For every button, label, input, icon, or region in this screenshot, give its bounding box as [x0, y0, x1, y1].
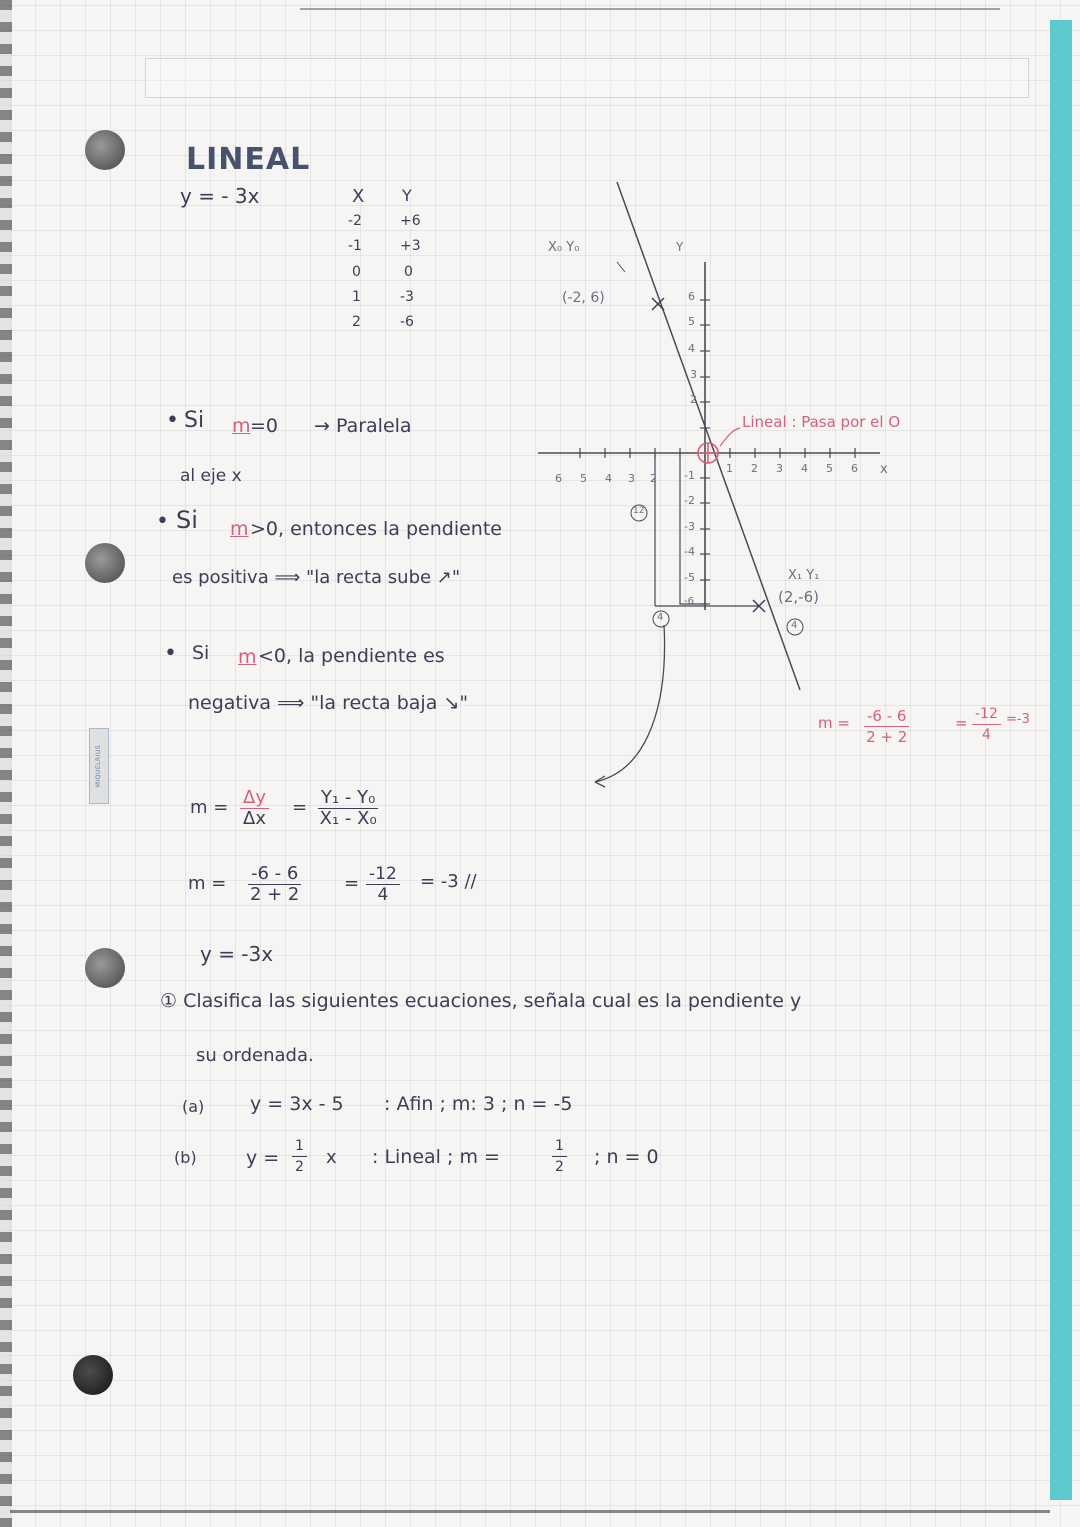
calc-den-1: 2 + 2 [249, 884, 300, 905]
formula-delta-num: Δy [240, 788, 269, 809]
x-tick-label: 4 [605, 472, 612, 485]
bullet: • [156, 509, 169, 534]
formula-points-den: X₁ - X₀ [319, 808, 377, 829]
main-equation: y = - 3x [180, 184, 260, 208]
bullet: • [166, 408, 179, 433]
point-1-coords: (2,-6) [778, 588, 819, 606]
table-x-cell: -2 [348, 213, 362, 229]
bullet: • [164, 641, 177, 666]
x-tick-label: 2 [751, 462, 758, 475]
y-axis-label: Y [676, 240, 684, 254]
rule-neg-line2: negativa ⟹ "la recta baja ↘" [188, 692, 469, 714]
circle-12-label: 12 [633, 506, 645, 516]
origin-note: Lineal : Pasa por el O [742, 413, 901, 431]
side-calc-result: =-3 [1006, 712, 1030, 727]
exercise-b-den: 2 [295, 1159, 304, 1175]
rule-pos-m: m [230, 518, 249, 540]
x-tick-label: 2 [650, 472, 657, 485]
rule-neg-m: m [238, 646, 257, 668]
circle-4a-label: 4 [657, 612, 664, 623]
calc-num-1: -6 - 6 [248, 864, 301, 885]
x-tick-label: 5 [826, 462, 833, 475]
y-tick-label: -3 [684, 520, 695, 533]
table-x-cell: -1 [348, 238, 362, 254]
side-calc-num-2: -12 [972, 704, 1001, 725]
page-title: LINEAL [186, 142, 311, 177]
x-tick-label: 3 [776, 462, 783, 475]
side-calc-equals: = [955, 714, 968, 732]
rule-neg-text: <0, la pendiente es [258, 645, 445, 667]
exercise-b-ordenada: ; n = 0 [594, 1146, 659, 1168]
graph-line [617, 182, 800, 690]
rule-pos-si: Si [176, 506, 198, 534]
curved-arrow-head [595, 776, 605, 787]
y-tick-label: -5 [684, 571, 695, 584]
exercise-b-m-fraction [552, 1136, 567, 1177]
x-axis-label: x [880, 462, 888, 477]
exercise-b-m-den: 2 [555, 1159, 564, 1175]
rule-zero-line2: al eje x [180, 466, 242, 486]
tick-arrow [617, 262, 625, 272]
formula-m-label: m = [190, 797, 229, 818]
result-equation: y = -3x [200, 942, 274, 966]
x-tick-label: 1 [726, 462, 733, 475]
exercise-a-equation: y = 3x - 5 [250, 1093, 344, 1115]
exercise-b-classification: : Lineal ; m = [372, 1146, 500, 1168]
y-tick-label: 3 [690, 368, 697, 381]
rule-zero-m: m [232, 415, 251, 437]
formula-points-num: Y₁ - Y₀ [318, 788, 378, 809]
origin-note-arrow [720, 428, 740, 446]
exercise-b-m-num: 1 [552, 1136, 567, 1157]
brand-text: MIQUELRIUS [95, 744, 102, 788]
exercise-instruction-2: su ordenada. [196, 1045, 314, 1066]
x-tick-label: 4 [801, 462, 808, 475]
table-x-cell: 1 [352, 289, 361, 305]
side-calc-den-1: 2 + 2 [866, 728, 908, 746]
table-y-cell: 0 [404, 264, 413, 280]
table-x-cell: 0 [352, 264, 361, 280]
formula-delta-den: Δx [243, 808, 266, 829]
calc-num-2: -12 [366, 864, 400, 885]
y-tick-label: 6 [688, 290, 695, 303]
x-tick-label: 5 [580, 472, 587, 485]
y-tick-label: -4 [684, 545, 695, 558]
y-tick-label: -1 [684, 469, 695, 482]
table-x-cell: 2 [352, 314, 361, 330]
side-calc-fraction-2 [972, 704, 1001, 745]
x-tick-label: 6 [851, 462, 858, 475]
exercise-a-label: (a) [182, 1097, 205, 1116]
exercise-b-num: 1 [292, 1136, 307, 1157]
exercise-a-classification: : Afin ; m: 3 ; n = -5 [384, 1093, 573, 1115]
table-y-cell: -6 [400, 314, 414, 330]
rule-zero-value: =0 [250, 415, 279, 437]
point-0-coords: (-2, 6) [562, 290, 605, 306]
calc-equals: = [344, 873, 360, 894]
y-tick-label: 2 [690, 393, 697, 406]
rule-pos-line2: es positiva ⟹ "la recta sube ↗" [172, 567, 461, 588]
table-x-header: X [352, 186, 365, 207]
point-0-mark [652, 298, 664, 310]
y-tick-label: -2 [684, 494, 695, 507]
rule-zero-result: → Paralela [314, 415, 412, 437]
exercise-b-label: (b) [174, 1148, 197, 1167]
table-y-header: Y [402, 186, 412, 205]
point-1-label: X₁ Y₁ [788, 568, 820, 583]
exercise-b-equation-prefix: y = [246, 1147, 280, 1169]
point-0-label: X₀ Y₀ [548, 240, 580, 255]
y-tick-label: 5 [688, 315, 695, 328]
side-calc-num-1: -6 - 6 [864, 706, 909, 727]
side-calc-den-2: 4 [981, 727, 991, 743]
table-y-cell: +6 [400, 213, 421, 229]
exercise-b-equation-suffix: x [326, 1147, 337, 1168]
formula-equals: = [292, 797, 308, 818]
exercise-instruction-1: ① Clasifica las siguientes ecuaciones, señala cual es la pendiente y [160, 990, 802, 1012]
rule-neg-si: Si [192, 642, 210, 664]
y-tick-label: -6 [684, 596, 694, 607]
calc-result: = -3 // [420, 871, 477, 892]
table-y-cell: +3 [400, 238, 421, 254]
table-y-cell: -3 [400, 289, 414, 305]
x-tick-label: 3 [628, 472, 635, 485]
circle-4b-label: 4 [791, 620, 798, 631]
side-calc-fraction-1 [864, 706, 909, 747]
exercise-b-fraction [292, 1136, 307, 1177]
curved-arrow [595, 625, 665, 782]
rule-zero-si: Si [184, 408, 205, 433]
rule-pos-text: >0, entonces la pendiente [250, 518, 502, 540]
side-calc-m: m = [818, 714, 850, 732]
calc-den-2: 4 [377, 885, 389, 905]
y-tick-label: 4 [688, 342, 695, 355]
calc-m-label: m = [188, 873, 227, 894]
x-tick-label: 6 [555, 472, 562, 485]
